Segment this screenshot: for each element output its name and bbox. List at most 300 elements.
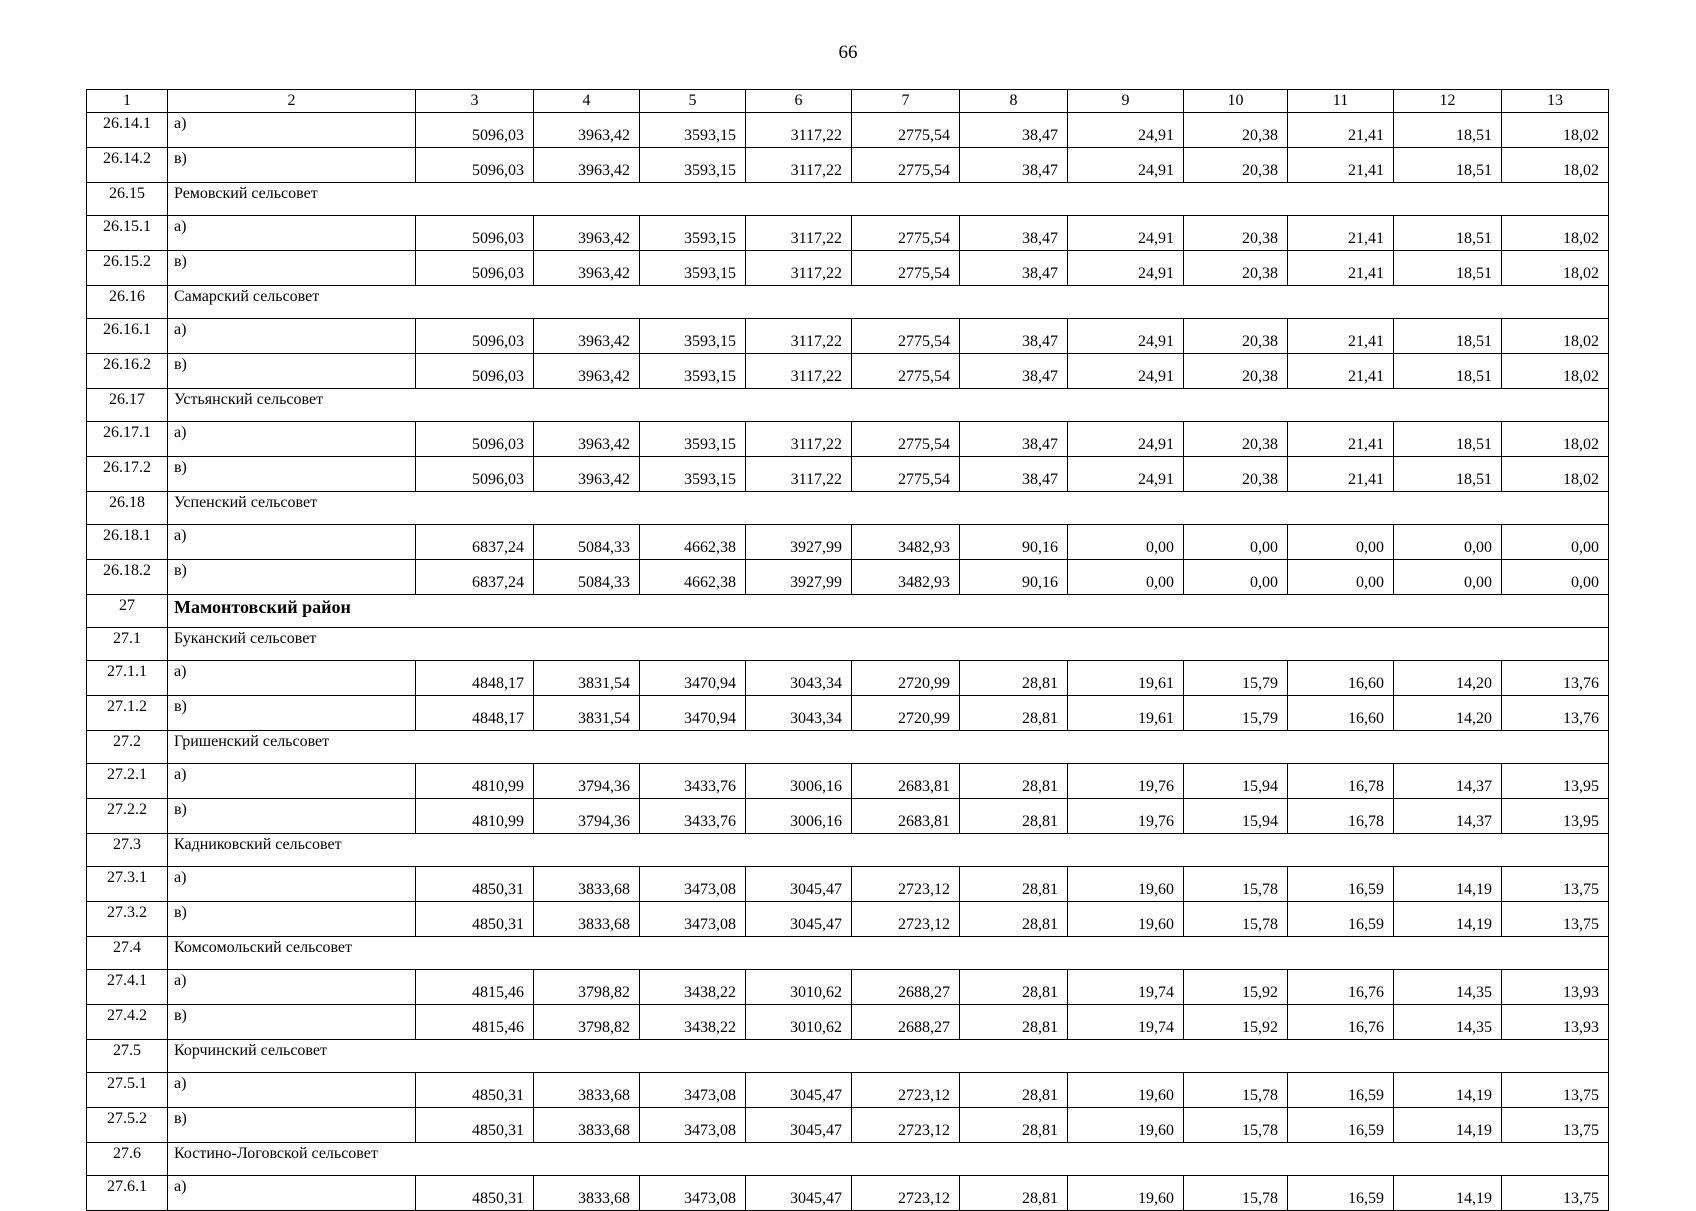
value-cell: 24,91 xyxy=(1068,251,1184,286)
value-cell: 38,47 xyxy=(960,422,1068,457)
value-cell: 13,76 xyxy=(1502,696,1609,731)
value-cell: 15,78 xyxy=(1184,1176,1288,1211)
row-label: в) xyxy=(168,696,416,731)
row-code: 27.2 xyxy=(87,731,168,764)
value-cell: 18,51 xyxy=(1394,319,1502,354)
value-cell: 15,92 xyxy=(1184,970,1288,1005)
row-label: в) xyxy=(168,1005,416,1040)
council-row xyxy=(87,937,1609,970)
table-row xyxy=(87,457,1609,492)
column-header-7: 7 xyxy=(852,90,960,113)
value-cell: 3593,15 xyxy=(640,113,746,148)
table-row xyxy=(87,1005,1609,1040)
value-cell: 2688,27 xyxy=(852,970,960,1005)
table-row xyxy=(87,251,1609,286)
value-cell: 20,38 xyxy=(1184,457,1288,492)
value-cell: 2775,54 xyxy=(852,354,960,389)
table-row xyxy=(87,422,1609,457)
value-cell: 14,19 xyxy=(1394,1176,1502,1211)
value-cell: 38,47 xyxy=(960,251,1068,286)
value-cell: 21,41 xyxy=(1288,319,1394,354)
value-cell: 20,38 xyxy=(1184,319,1288,354)
row-code: 27.3.2 xyxy=(87,902,168,937)
row-code: 27.3 xyxy=(87,834,168,867)
column-header-8: 8 xyxy=(960,90,1068,113)
value-cell: 2775,54 xyxy=(852,251,960,286)
row-code: 27.1 xyxy=(87,628,168,661)
value-cell: 16,59 xyxy=(1288,1073,1394,1108)
value-cell: 21,41 xyxy=(1288,251,1394,286)
value-cell: 3117,22 xyxy=(746,148,852,183)
value-cell: 6837,24 xyxy=(416,560,534,595)
row-label: в) xyxy=(168,148,416,183)
council-row xyxy=(87,183,1609,216)
table-row xyxy=(87,1108,1609,1143)
column-header-5: 5 xyxy=(640,90,746,113)
value-cell: 16,59 xyxy=(1288,1108,1394,1143)
value-cell: 3117,22 xyxy=(746,113,852,148)
value-cell: 24,91 xyxy=(1068,148,1184,183)
value-cell: 3473,08 xyxy=(640,1176,746,1211)
column-header-4: 4 xyxy=(534,90,640,113)
value-cell: 0,00 xyxy=(1288,525,1394,560)
value-cell: 2775,54 xyxy=(852,422,960,457)
value-cell: 16,78 xyxy=(1288,764,1394,799)
value-cell: 13,75 xyxy=(1502,902,1609,937)
value-cell: 5096,03 xyxy=(416,113,534,148)
table-row xyxy=(87,113,1609,148)
value-cell: 3963,42 xyxy=(534,319,640,354)
value-cell: 3117,22 xyxy=(746,457,852,492)
value-cell: 3470,94 xyxy=(640,696,746,731)
value-cell: 28,81 xyxy=(960,1176,1068,1211)
value-cell: 3963,42 xyxy=(534,216,640,251)
row-code: 26.14.2 xyxy=(87,148,168,183)
value-cell: 3833,68 xyxy=(534,1108,640,1143)
value-cell: 3045,47 xyxy=(746,867,852,902)
value-cell: 16,59 xyxy=(1288,867,1394,902)
row-label: в) xyxy=(168,251,416,286)
value-cell: 18,02 xyxy=(1502,422,1609,457)
row-label: в) xyxy=(168,560,416,595)
value-cell: 0,00 xyxy=(1068,560,1184,595)
column-number-header xyxy=(87,90,1609,113)
row-code: 27.2.2 xyxy=(87,799,168,834)
value-cell: 2775,54 xyxy=(852,319,960,354)
value-cell: 19,60 xyxy=(1068,1073,1184,1108)
value-cell: 24,91 xyxy=(1068,422,1184,457)
row-code: 26.16 xyxy=(87,286,168,319)
value-cell: 28,81 xyxy=(960,799,1068,834)
value-cell: 28,81 xyxy=(960,970,1068,1005)
column-header-11: 11 xyxy=(1288,90,1394,113)
value-cell: 20,38 xyxy=(1184,354,1288,389)
table-row xyxy=(87,867,1609,902)
value-cell: 38,47 xyxy=(960,354,1068,389)
value-cell: 15,79 xyxy=(1184,661,1288,696)
value-cell: 21,41 xyxy=(1288,113,1394,148)
council-name: Гришенский сельсовет xyxy=(168,731,1609,764)
council-name: Ремовский сельсовет xyxy=(168,183,1609,216)
value-cell: 0,00 xyxy=(1394,525,1502,560)
value-cell: 0,00 xyxy=(1502,525,1609,560)
value-cell: 3963,42 xyxy=(534,251,640,286)
column-header-3: 3 xyxy=(416,90,534,113)
column-header-6: 6 xyxy=(746,90,852,113)
row-code: 26.17 xyxy=(87,389,168,422)
value-cell: 4662,38 xyxy=(640,525,746,560)
value-cell: 20,38 xyxy=(1184,113,1288,148)
value-cell: 14,35 xyxy=(1394,970,1502,1005)
value-cell: 3593,15 xyxy=(640,148,746,183)
value-cell: 21,41 xyxy=(1288,457,1394,492)
value-cell: 3045,47 xyxy=(746,1176,852,1211)
value-cell: 15,78 xyxy=(1184,1073,1288,1108)
value-cell: 5096,03 xyxy=(416,251,534,286)
value-cell: 18,02 xyxy=(1502,251,1609,286)
row-code: 27 xyxy=(87,595,168,628)
value-cell: 24,91 xyxy=(1068,319,1184,354)
value-cell: 5096,03 xyxy=(416,216,534,251)
table-row xyxy=(87,148,1609,183)
value-cell: 4848,17 xyxy=(416,661,534,696)
value-cell: 18,02 xyxy=(1502,216,1609,251)
value-cell: 19,60 xyxy=(1068,902,1184,937)
table-row xyxy=(87,1176,1609,1211)
council-row xyxy=(87,628,1609,661)
value-cell: 20,38 xyxy=(1184,251,1288,286)
row-code: 27.6.1 xyxy=(87,1176,168,1211)
value-cell: 19,76 xyxy=(1068,799,1184,834)
council-row xyxy=(87,834,1609,867)
value-cell: 2775,54 xyxy=(852,216,960,251)
value-cell: 16,59 xyxy=(1288,1176,1394,1211)
value-cell: 3593,15 xyxy=(640,422,746,457)
row-code: 27.1.1 xyxy=(87,661,168,696)
row-code: 26.18.2 xyxy=(87,560,168,595)
value-cell: 19,60 xyxy=(1068,1108,1184,1143)
value-cell: 3963,42 xyxy=(534,422,640,457)
value-cell: 28,81 xyxy=(960,1005,1068,1040)
value-cell: 0,00 xyxy=(1068,525,1184,560)
value-cell: 5096,03 xyxy=(416,457,534,492)
value-cell: 0,00 xyxy=(1394,560,1502,595)
column-header-2: 2 xyxy=(168,90,416,113)
value-cell: 3833,68 xyxy=(534,902,640,937)
row-code: 27.5.1 xyxy=(87,1073,168,1108)
value-cell: 3010,62 xyxy=(746,970,852,1005)
value-cell: 3593,15 xyxy=(640,457,746,492)
value-cell: 3117,22 xyxy=(746,354,852,389)
value-cell: 13,95 xyxy=(1502,764,1609,799)
value-cell: 13,93 xyxy=(1502,970,1609,1005)
value-cell: 5096,03 xyxy=(416,319,534,354)
value-cell: 90,16 xyxy=(960,560,1068,595)
value-cell: 24,91 xyxy=(1068,113,1184,148)
value-cell: 4850,31 xyxy=(416,867,534,902)
table-row xyxy=(87,354,1609,389)
row-code: 26.14.1 xyxy=(87,113,168,148)
page-number: 66 xyxy=(838,42,858,63)
row-label: а) xyxy=(168,319,416,354)
value-cell: 4810,99 xyxy=(416,764,534,799)
value-cell: 2683,81 xyxy=(852,764,960,799)
value-cell: 15,94 xyxy=(1184,799,1288,834)
council-name: Буканский сельсовет xyxy=(168,628,1609,661)
value-cell: 18,51 xyxy=(1394,422,1502,457)
value-cell: 3833,68 xyxy=(534,867,640,902)
value-cell: 2723,12 xyxy=(852,902,960,937)
value-cell: 19,74 xyxy=(1068,1005,1184,1040)
value-cell: 3438,22 xyxy=(640,970,746,1005)
value-cell: 3117,22 xyxy=(746,319,852,354)
value-cell: 3593,15 xyxy=(640,354,746,389)
value-cell: 18,51 xyxy=(1394,251,1502,286)
row-code: 26.15.1 xyxy=(87,216,168,251)
value-cell: 3045,47 xyxy=(746,1108,852,1143)
value-cell: 3927,99 xyxy=(746,560,852,595)
value-cell: 15,94 xyxy=(1184,764,1288,799)
council-name: Кадниковский сельсовет xyxy=(168,834,1609,867)
value-cell: 4850,31 xyxy=(416,902,534,937)
value-cell: 3010,62 xyxy=(746,1005,852,1040)
value-cell: 3438,22 xyxy=(640,1005,746,1040)
value-cell: 20,38 xyxy=(1184,422,1288,457)
value-cell: 3963,42 xyxy=(534,148,640,183)
row-code: 26.15 xyxy=(87,183,168,216)
value-cell: 3433,76 xyxy=(640,799,746,834)
value-cell: 18,02 xyxy=(1502,354,1609,389)
value-cell: 4662,38 xyxy=(640,560,746,595)
value-cell: 5096,03 xyxy=(416,422,534,457)
value-cell: 90,16 xyxy=(960,525,1068,560)
column-header-10: 10 xyxy=(1184,90,1288,113)
row-code: 26.16.1 xyxy=(87,319,168,354)
table-row xyxy=(87,970,1609,1005)
value-cell: 21,41 xyxy=(1288,354,1394,389)
value-cell: 16,60 xyxy=(1288,661,1394,696)
row-code: 26.18.1 xyxy=(87,525,168,560)
value-cell: 13,76 xyxy=(1502,661,1609,696)
district-name: Мамонтовский район xyxy=(168,595,1609,628)
row-label: а) xyxy=(168,113,416,148)
value-cell: 2683,81 xyxy=(852,799,960,834)
value-cell: 3006,16 xyxy=(746,799,852,834)
value-cell: 13,75 xyxy=(1502,867,1609,902)
value-cell: 3798,82 xyxy=(534,970,640,1005)
value-cell: 3473,08 xyxy=(640,867,746,902)
value-cell: 16,76 xyxy=(1288,1005,1394,1040)
value-cell: 13,93 xyxy=(1502,1005,1609,1040)
row-label: в) xyxy=(168,1108,416,1143)
value-cell: 2775,54 xyxy=(852,457,960,492)
value-cell: 3045,47 xyxy=(746,902,852,937)
value-cell: 3473,08 xyxy=(640,1073,746,1108)
value-cell: 15,79 xyxy=(1184,696,1288,731)
value-cell: 3831,54 xyxy=(534,661,640,696)
value-cell: 2775,54 xyxy=(852,113,960,148)
value-cell: 19,76 xyxy=(1068,764,1184,799)
council-row xyxy=(87,1143,1609,1176)
value-cell: 38,47 xyxy=(960,148,1068,183)
value-cell: 18,51 xyxy=(1394,457,1502,492)
council-name: Устьянский сельсовет xyxy=(168,389,1609,422)
row-code: 27.5 xyxy=(87,1040,168,1073)
value-cell: 14,19 xyxy=(1394,1108,1502,1143)
value-cell: 24,91 xyxy=(1068,457,1184,492)
value-cell: 38,47 xyxy=(960,457,1068,492)
value-cell: 13,75 xyxy=(1502,1176,1609,1211)
column-header-1: 1 xyxy=(87,90,168,113)
value-cell: 13,95 xyxy=(1502,799,1609,834)
row-code: 27.2.1 xyxy=(87,764,168,799)
value-cell: 15,78 xyxy=(1184,867,1288,902)
row-label: а) xyxy=(168,661,416,696)
value-cell: 2723,12 xyxy=(852,867,960,902)
value-cell: 28,81 xyxy=(960,696,1068,731)
value-cell: 13,75 xyxy=(1502,1108,1609,1143)
value-cell: 14,20 xyxy=(1394,661,1502,696)
value-cell: 0,00 xyxy=(1184,560,1288,595)
value-cell: 3482,93 xyxy=(852,525,960,560)
value-cell: 3833,68 xyxy=(534,1073,640,1108)
value-cell: 3117,22 xyxy=(746,216,852,251)
value-cell: 5084,33 xyxy=(534,525,640,560)
value-cell: 14,19 xyxy=(1394,1073,1502,1108)
column-header-13: 13 xyxy=(1502,90,1609,113)
row-label: а) xyxy=(168,1176,416,1211)
value-cell: 3470,94 xyxy=(640,661,746,696)
value-cell: 14,37 xyxy=(1394,764,1502,799)
value-cell: 19,60 xyxy=(1068,867,1184,902)
value-cell: 3794,36 xyxy=(534,764,640,799)
value-cell: 4850,31 xyxy=(416,1176,534,1211)
value-cell: 38,47 xyxy=(960,113,1068,148)
value-cell: 14,19 xyxy=(1394,902,1502,937)
value-cell: 24,91 xyxy=(1068,216,1184,251)
value-cell: 20,38 xyxy=(1184,148,1288,183)
value-cell: 18,02 xyxy=(1502,148,1609,183)
table-row xyxy=(87,216,1609,251)
row-code: 26.17.1 xyxy=(87,422,168,457)
row-code: 26.18 xyxy=(87,492,168,525)
table-row xyxy=(87,799,1609,834)
value-cell: 3593,15 xyxy=(640,251,746,286)
table-row xyxy=(87,525,1609,560)
table-row xyxy=(87,661,1609,696)
value-cell: 14,19 xyxy=(1394,867,1502,902)
value-cell: 2775,54 xyxy=(852,148,960,183)
value-cell: 18,51 xyxy=(1394,354,1502,389)
value-cell: 3045,47 xyxy=(746,1073,852,1108)
value-cell: 3963,42 xyxy=(534,113,640,148)
value-cell: 2720,99 xyxy=(852,696,960,731)
council-name: Самарский сельсовет xyxy=(168,286,1609,319)
value-cell: 18,51 xyxy=(1394,113,1502,148)
row-code: 27.6 xyxy=(87,1143,168,1176)
value-cell: 3117,22 xyxy=(746,251,852,286)
row-label: а) xyxy=(168,422,416,457)
value-cell: 3963,42 xyxy=(534,354,640,389)
council-name: Успенский сельсовет xyxy=(168,492,1609,525)
value-cell: 4815,46 xyxy=(416,970,534,1005)
value-cell: 2688,27 xyxy=(852,1005,960,1040)
council-name: Комсомольский сельсовет xyxy=(168,937,1609,970)
value-cell: 14,20 xyxy=(1394,696,1502,731)
value-cell: 38,47 xyxy=(960,216,1068,251)
value-cell: 5096,03 xyxy=(416,148,534,183)
row-label: в) xyxy=(168,457,416,492)
table-row xyxy=(87,1073,1609,1108)
value-cell: 28,81 xyxy=(960,1073,1068,1108)
row-code: 26.15.2 xyxy=(87,251,168,286)
value-cell: 18,02 xyxy=(1502,457,1609,492)
value-cell: 28,81 xyxy=(960,1108,1068,1143)
value-cell: 20,38 xyxy=(1184,216,1288,251)
row-code: 27.5.2 xyxy=(87,1108,168,1143)
value-cell: 5084,33 xyxy=(534,560,640,595)
value-cell: 4815,46 xyxy=(416,1005,534,1040)
value-cell: 3831,54 xyxy=(534,696,640,731)
row-code: 26.16.2 xyxy=(87,354,168,389)
value-cell: 15,78 xyxy=(1184,902,1288,937)
value-cell: 19,74 xyxy=(1068,970,1184,1005)
council-row xyxy=(87,286,1609,319)
value-cell: 3043,34 xyxy=(746,661,852,696)
row-code: 26.17.2 xyxy=(87,457,168,492)
value-cell: 6837,24 xyxy=(416,525,534,560)
value-cell: 24,91 xyxy=(1068,354,1184,389)
value-cell: 3473,08 xyxy=(640,1108,746,1143)
row-code: 27.4 xyxy=(87,937,168,970)
row-code: 27.1.2 xyxy=(87,696,168,731)
table-body xyxy=(87,90,1609,1211)
value-cell: 19,61 xyxy=(1068,661,1184,696)
value-cell: 16,59 xyxy=(1288,902,1394,937)
value-cell: 0,00 xyxy=(1502,560,1609,595)
table-row xyxy=(87,560,1609,595)
value-cell: 3593,15 xyxy=(640,216,746,251)
value-cell: 18,51 xyxy=(1394,148,1502,183)
row-label: а) xyxy=(168,525,416,560)
value-cell: 21,41 xyxy=(1288,216,1394,251)
value-cell: 21,41 xyxy=(1288,148,1394,183)
value-cell: 14,37 xyxy=(1394,799,1502,834)
value-cell: 18,51 xyxy=(1394,216,1502,251)
value-cell: 3482,93 xyxy=(852,560,960,595)
value-cell: 28,81 xyxy=(960,764,1068,799)
value-cell: 16,78 xyxy=(1288,799,1394,834)
row-code: 27.4.2 xyxy=(87,1005,168,1040)
value-cell: 21,41 xyxy=(1288,422,1394,457)
table-row xyxy=(87,764,1609,799)
value-cell: 3798,82 xyxy=(534,1005,640,1040)
row-label: а) xyxy=(168,764,416,799)
value-cell: 3794,36 xyxy=(534,799,640,834)
row-code: 27.3.1 xyxy=(87,867,168,902)
table-row xyxy=(87,696,1609,731)
row-label: а) xyxy=(168,1073,416,1108)
row-label: в) xyxy=(168,902,416,937)
row-label: а) xyxy=(168,867,416,902)
council-row xyxy=(87,492,1609,525)
council-name: Костино-Логовской сельсовет xyxy=(168,1143,1609,1176)
row-label: в) xyxy=(168,354,416,389)
value-cell: 13,75 xyxy=(1502,1073,1609,1108)
value-cell: 3117,22 xyxy=(746,422,852,457)
council-row xyxy=(87,389,1609,422)
value-cell: 14,35 xyxy=(1394,1005,1502,1040)
